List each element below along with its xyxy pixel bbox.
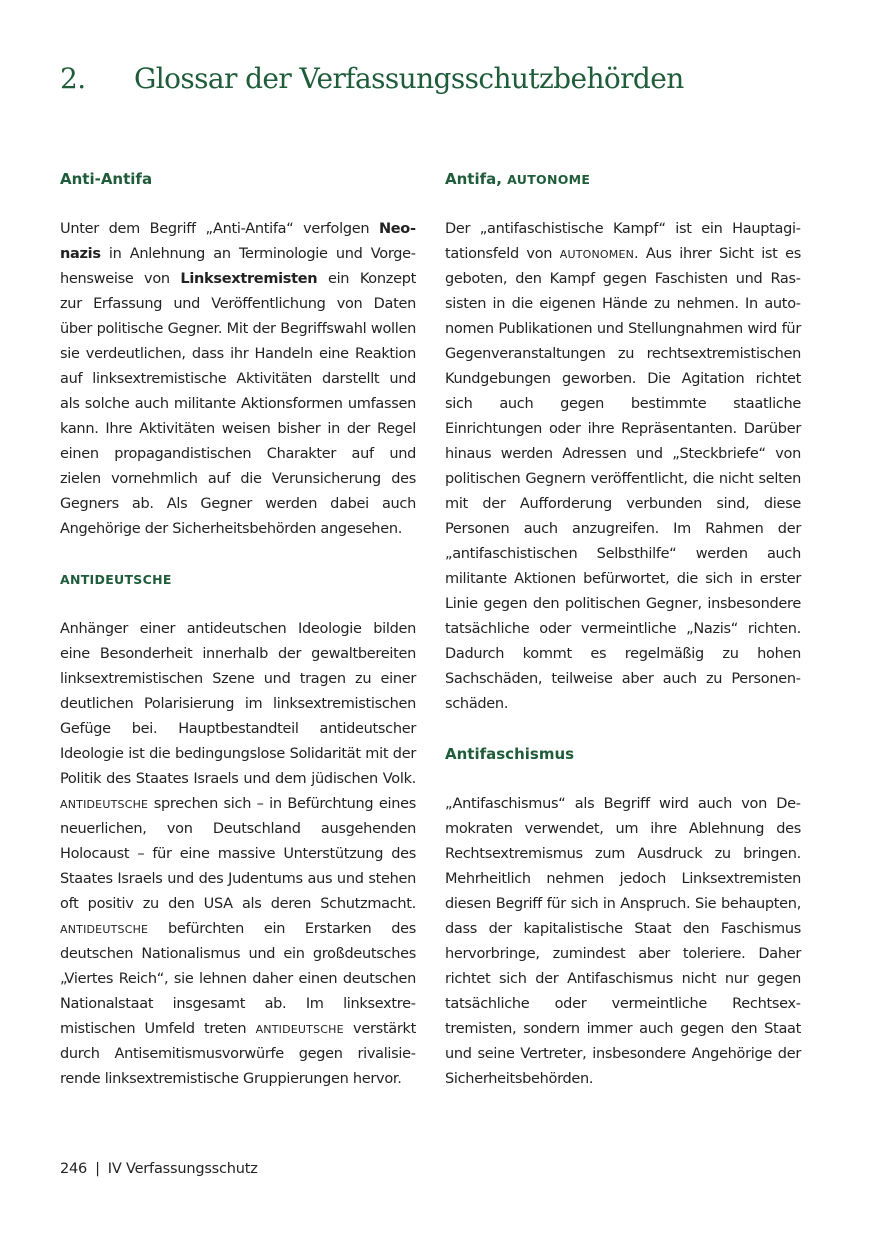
glossary-entry-antifa-autonome bbox=[445, 167, 801, 717]
glossary-entry-antifaschismus bbox=[445, 742, 801, 1092]
footer-section: IV Verfassungsschutz bbox=[107, 1161, 258, 1177]
heading-part: Antifa, bbox=[445, 170, 508, 188]
text-run: . Aus ihrer Sicht ist es geboten, den Kampf gegen Faschisten und Rassisten in die eigenen Hände zu nehmen. In autonomen Publikationen und Stellungnahmen wird für Gegenveranstaltungen zu rechtsextremistischen Kundgebungen geworben. Die Agitation richtet sich auch gegen bestimmte staatliche Einrichtungen oder ihre Repräsentanten. Darüber hinaus werden Adressen und „Steckbriefe“ von politischen Gegnern veröffentlicht, die nicht selten mit der Aufforderung verbunden sind, diese Personen auch anzugreifen. Im Rahmen der „antifaschistischen Selbsthilfe“ werden auch militante Aktionen befürwortet, die sich in erster Linie gegen den politischen Gegner, insbesondere tatsächliche oder vermeintliche „Nazis“ richten. Dadurch kommt es regelmäßig zu hohen Sachschäden, teilweise aber auch zu Personenschäden. bbox=[445, 246, 801, 712]
heading-part-smallcaps: AUTONOME bbox=[507, 172, 591, 187]
term-linksextremisten: Linksextremisten bbox=[180, 271, 318, 287]
entry-text: „Antifaschismus“ als Begriff wird auch von Demokraten verwendet, um ihre Ablehnung des Rechtsextremismus zum Ausdruck zu bringen. Mehrheitlich nehmen jedoch Linksextremisten diesen Begriff für sich in Anspruch. Sie behaupten, dass der kapitalistische Staat den Faschismus hervorbringe, zumindest aber toleriere. Daher richtet sich der Antifaschismus nicht nur gegen tatsächliche oder vermeintliche Rechtsextremisten, sondern immer auch gegen den Staat und seine Vertreter, insbesondere Angehörige der Sicherheitsbehörden. bbox=[445, 796, 801, 1087]
text-run: sprechen sich – in Befürchtung eines neuerlichen, von Deutschland ausgehenden Holocaust – für eine massive Unterstützung des Staates Israels und des Judentums aus und stehen oft positiv zu den USA als deren Schutzmacht. bbox=[60, 796, 416, 912]
entry-text bbox=[60, 217, 416, 542]
text-run: befürchten ein Erstarken des deutschen Nationalismus und ein großdeutsches „Viertes Reich“, sie lehnen daher einen deutschen Nationalstaat insgesamt ab. Im linksextremistischen Umfeld treten bbox=[60, 921, 416, 1037]
term-antideutsche: ANTIDEUTSCHE bbox=[60, 798, 149, 811]
term-antideutsche: ANTIDEUTSCHE bbox=[60, 923, 149, 936]
entry-heading: Anti-Antifa bbox=[60, 170, 153, 188]
entry-heading bbox=[445, 167, 801, 192]
page-footer bbox=[60, 1161, 258, 1177]
text-run: verstärkt durch Antisemitismusvorwürfe gegen rivalisierende linksextremistische Gruppierungen hervor. bbox=[60, 1021, 416, 1087]
page-number: 246 bbox=[60, 1161, 88, 1177]
text-run: Unter dem Begriff „Anti-Antifa“ verfolgen bbox=[60, 221, 379, 237]
term-neonazis: Neonazis bbox=[60, 221, 416, 262]
chapter-number: 2. bbox=[60, 62, 86, 95]
term-antideutsche: ANTIDEUTSCHE bbox=[255, 1023, 344, 1036]
text-run: ein Konzept zur Erfassung und Veröffentlichung von Daten über politische Gegner. Mit der Begriffswahl wollen sie verdeutlichen, dass ihr Handeln eine Reaktion auf linksextremistische Aktivitäten darstellt und als solche auch militante Aktionsformen umfassen kann. Ihre Aktivitäten weisen bisher in der Regel einen propagandistischen Charakter auf und zielen vornehmlich auf die Verunsicherung des Gegners ab. Als Gegner werden dabei auch Angehörige der Sicherheitsbehörden angesehen. bbox=[60, 271, 416, 537]
entry-heading: ANTIDEUTSCHE bbox=[60, 572, 172, 587]
text-run: in Anlehnung an Terminologie und Vorgehensweise von bbox=[60, 246, 416, 287]
right-column bbox=[445, 167, 801, 1092]
chapter-title: Glossar der Verfassungsschutzbehörden bbox=[134, 62, 684, 95]
entry-text bbox=[445, 217, 801, 717]
text-run: Anhänger einer antideutschen Ideologie bilden eine Besonderheit innerhalb der gewaltbereiten linksextremistischen Szene und tragen zu einer deutlichen Polarisierung im linksextremistischen Gefüge bei. Hauptbestandteil antideutscher Ideologie ist die bedingungslose Solidarität mit der Politik des Staates Israels und dem jüdischen Volk. bbox=[60, 621, 416, 787]
term-autonomen: AUTONOMEN bbox=[559, 248, 635, 261]
glossary-entry-anti-antifa bbox=[60, 167, 416, 542]
glossary-entry-antideutsche bbox=[60, 567, 416, 1092]
entry-text bbox=[60, 617, 416, 1092]
left-column bbox=[60, 167, 416, 1092]
text-run: Der „antifaschistische Kampf“ ist ein Hauptagitationsfeld von bbox=[445, 221, 801, 262]
entry-heading: Antifaschismus bbox=[445, 745, 575, 763]
footer-separator: | bbox=[95, 1161, 100, 1177]
chapter-heading bbox=[60, 62, 840, 95]
